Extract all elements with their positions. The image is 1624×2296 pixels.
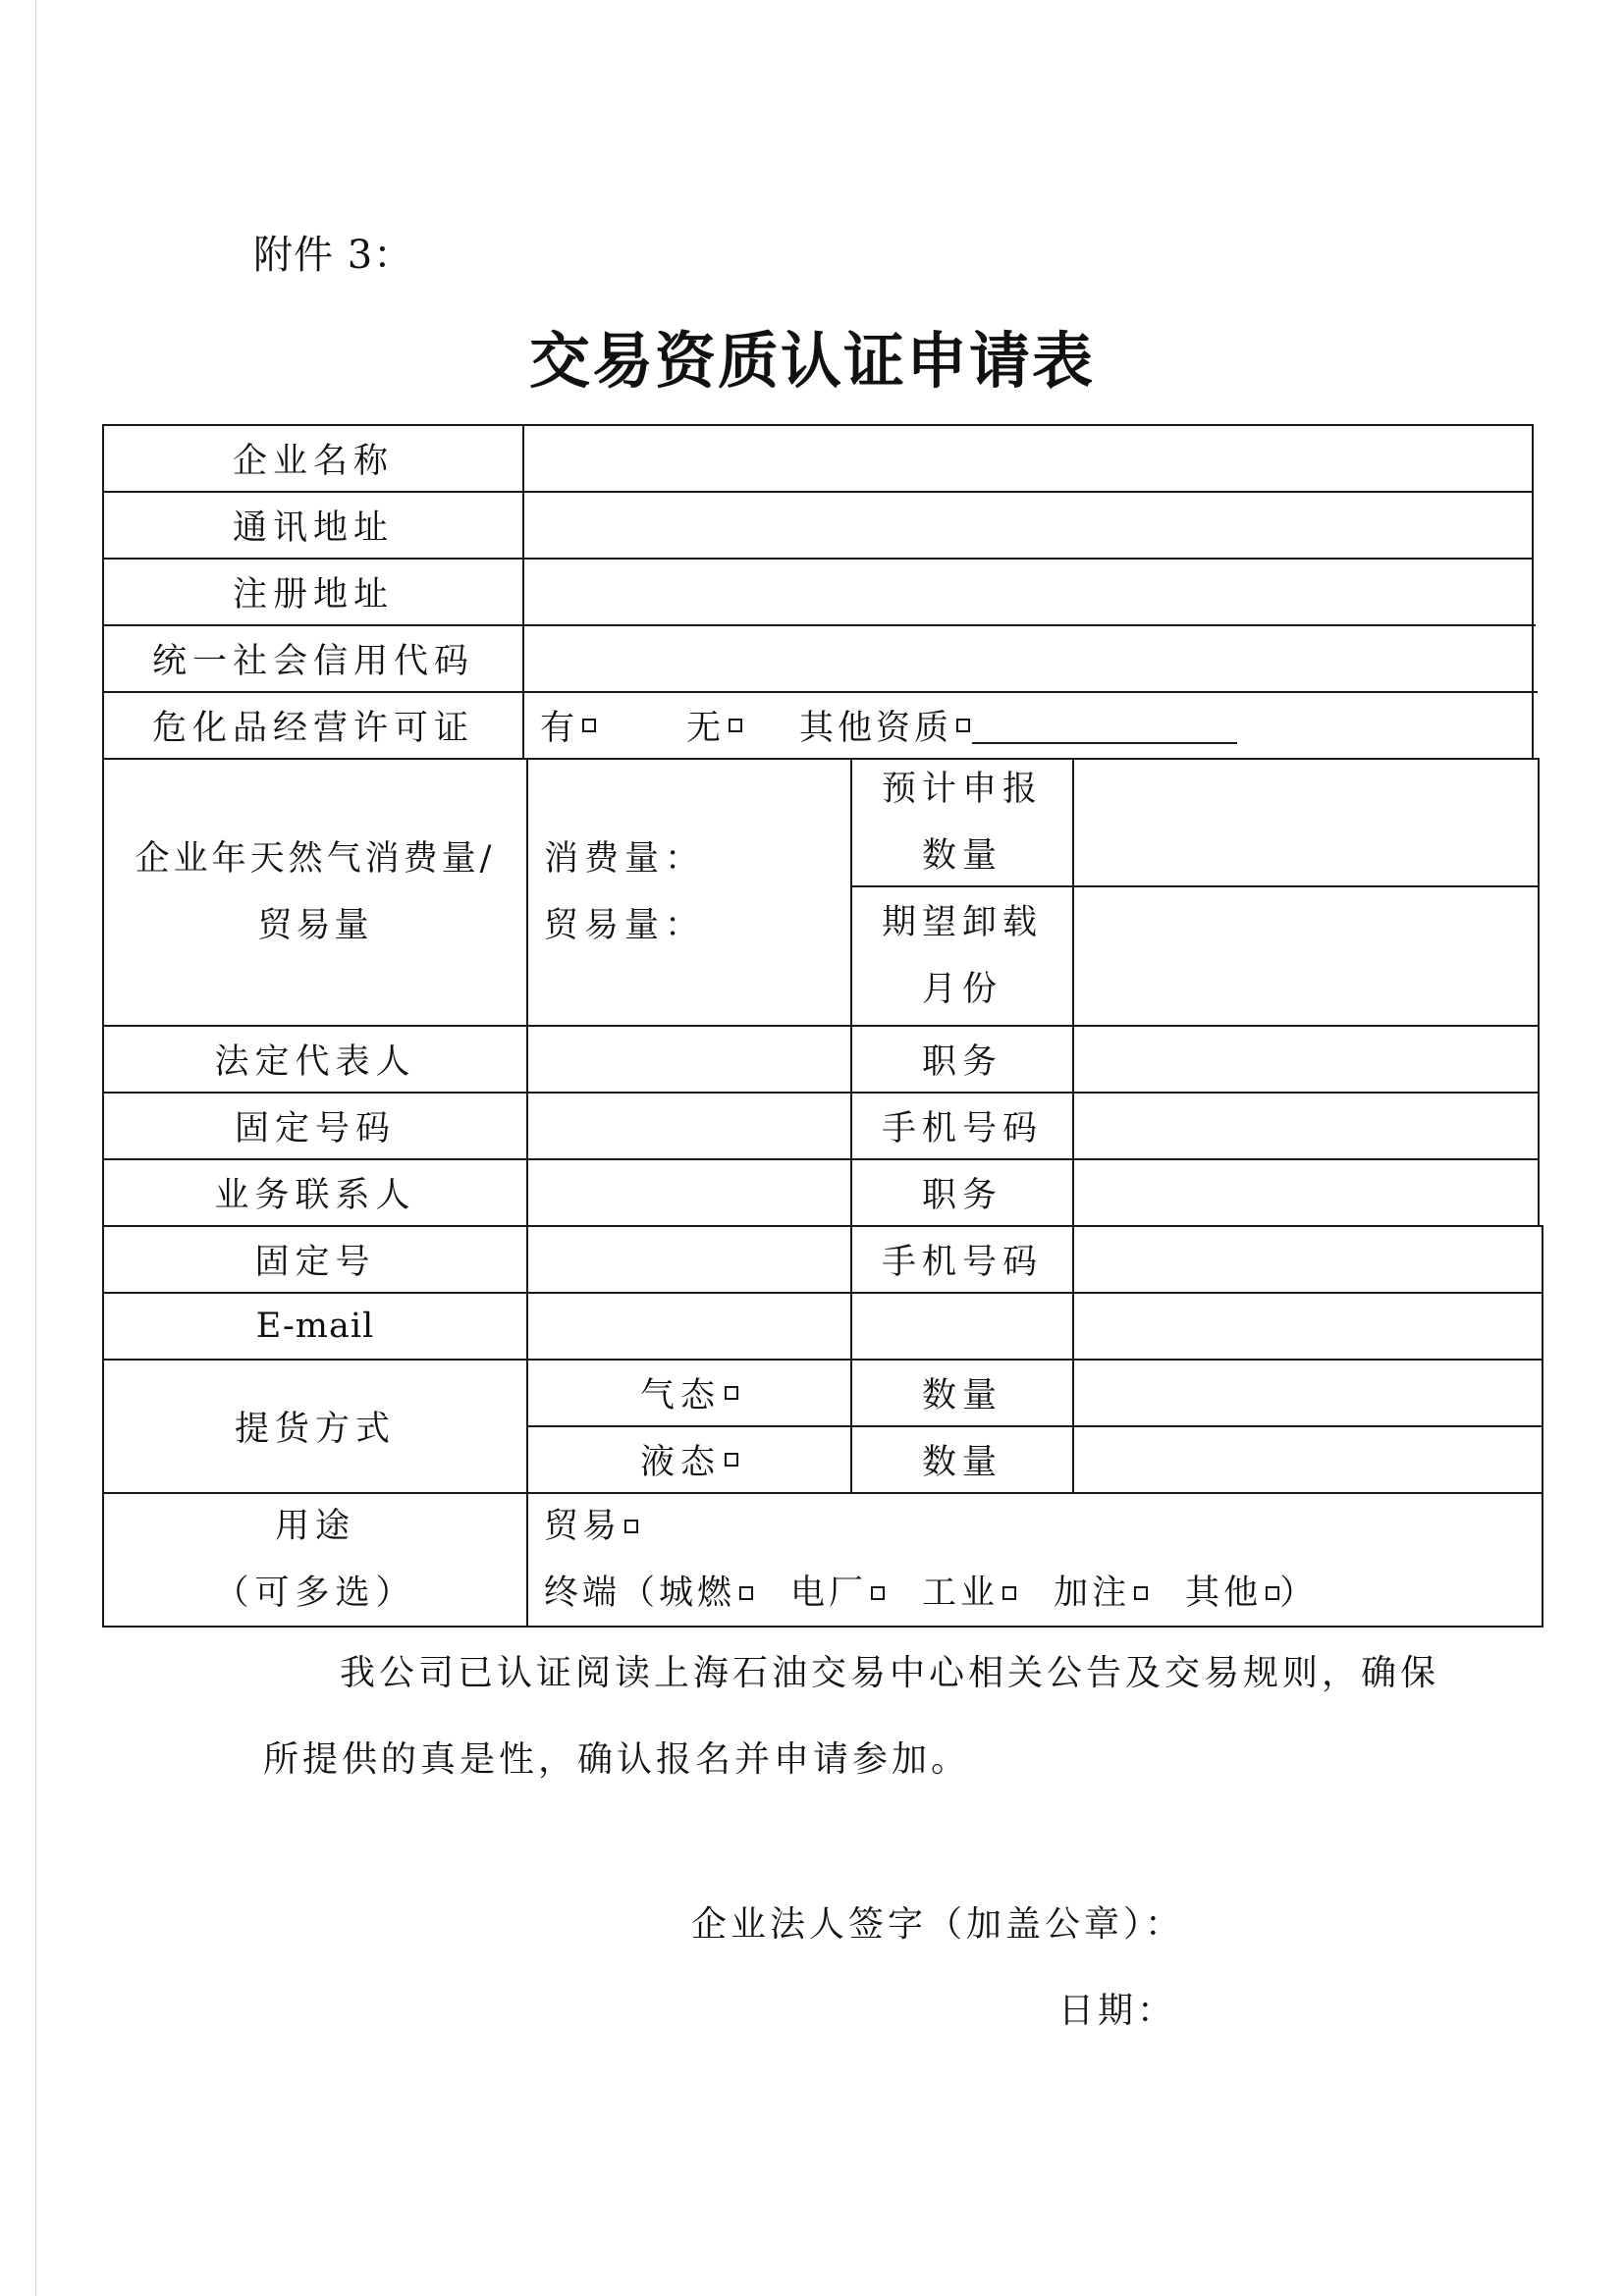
gas-state-option[interactable] bbox=[528, 1361, 850, 1425]
attachment-label: 附件 3： bbox=[253, 233, 414, 278]
usage-label-text: 用途 bbox=[274, 1507, 355, 1546]
credit-code-label: 统一社会信用代码 bbox=[151, 642, 474, 681]
trade-volume-label[interactable]: 贸易量： bbox=[544, 906, 706, 945]
mobile-label: 手机号码 bbox=[881, 1109, 1043, 1148]
usage-other-option[interactable] bbox=[1185, 1560, 1279, 1627]
landline-field[interactable] bbox=[528, 1094, 850, 1158]
contact-landline-field[interactable] bbox=[528, 1227, 850, 1292]
legal-rep-field[interactable] bbox=[528, 1027, 850, 1092]
expected-qty-label bbox=[852, 760, 1072, 885]
usage-terminal-prefix: 终端（ bbox=[544, 1574, 660, 1613]
usage-trade-label: 贸易 bbox=[544, 1507, 622, 1546]
liquid-quantity-label: 数量 bbox=[921, 1443, 1002, 1482]
email-label: E-mail bbox=[255, 1307, 375, 1346]
expected-month-label bbox=[852, 887, 1072, 1025]
liquid-state-checkbox[interactable] bbox=[725, 1453, 738, 1467]
volume-fields bbox=[528, 760, 850, 1025]
legal-rep-label: 法定代表人 bbox=[214, 1042, 416, 1082]
landline-label: 固定号码 bbox=[234, 1109, 396, 1148]
declaration-line-1: 我公司已认证阅读上海石油交易中心相关公告及交易规则，确保 bbox=[340, 1653, 1440, 1693]
hazchem-other-option[interactable] bbox=[799, 701, 970, 750]
form-title: 交易资质认证申请表 bbox=[528, 325, 1095, 397]
legal-rep-position-label: 职务 bbox=[921, 1042, 1002, 1082]
usage-refuel-checkbox[interactable] bbox=[1134, 1586, 1148, 1600]
hazchem-other-blank[interactable] bbox=[972, 707, 1237, 744]
usage-refuel-label: 加注 bbox=[1054, 1574, 1131, 1613]
liquid-state-option[interactable] bbox=[528, 1427, 850, 1492]
usage-other-checkbox[interactable] bbox=[1266, 1586, 1279, 1600]
email-extra-field[interactable] bbox=[852, 1294, 1072, 1359]
company-name-label: 企业名称 bbox=[232, 442, 394, 481]
expected-qty-field[interactable] bbox=[1074, 760, 1538, 885]
expected-month-line1: 期望卸载 bbox=[881, 903, 1043, 942]
usage-power-checkbox[interactable] bbox=[871, 1586, 885, 1600]
usage-terminal-row bbox=[544, 1560, 1318, 1627]
mailing-address-label: 通讯地址 bbox=[232, 508, 394, 548]
usage-industry-label: 工业 bbox=[922, 1574, 1000, 1613]
hazchem-other-label: 其他资质 bbox=[799, 709, 953, 748]
consumption-label[interactable]: 消费量： bbox=[544, 839, 706, 879]
gas-volume-label bbox=[104, 760, 526, 1025]
usage-trade-checkbox[interactable] bbox=[624, 1520, 638, 1533]
contact-mobile-label: 手机号码 bbox=[881, 1243, 1043, 1282]
usage-city-gas-checkbox[interactable] bbox=[739, 1586, 753, 1600]
contact-position-label: 职务 bbox=[921, 1176, 1002, 1215]
email-field[interactable] bbox=[528, 1294, 850, 1359]
registered-address-field[interactable] bbox=[524, 560, 1532, 624]
liquid-quantity-field[interactable] bbox=[1074, 1427, 1542, 1492]
usage-city-gas-label: 城燃 bbox=[659, 1574, 736, 1613]
hazchem-options bbox=[524, 693, 1532, 758]
expected-month-field[interactable] bbox=[1074, 887, 1538, 1025]
credit-code-field[interactable] bbox=[524, 626, 1532, 691]
email-extra-field-2[interactable] bbox=[1074, 1294, 1542, 1359]
usage-terminal-close: ） bbox=[1279, 1574, 1319, 1613]
signature-label: 企业法人签字（加盖公章）： bbox=[691, 1904, 1185, 1945]
usage-label bbox=[104, 1494, 526, 1626]
contact-field[interactable] bbox=[528, 1160, 850, 1225]
gas-quantity-label: 数量 bbox=[921, 1376, 1002, 1415]
expected-qty-line1: 预计申报 bbox=[881, 770, 1043, 809]
application-form-table bbox=[102, 416, 1543, 1628]
hazchem-license-label: 危化品经营许可证 bbox=[151, 709, 474, 748]
mailing-address-field[interactable] bbox=[524, 493, 1532, 558]
usage-options bbox=[528, 1494, 1542, 1626]
gas-state-label: 气态 bbox=[639, 1376, 721, 1415]
hazchem-no-checkbox[interactable] bbox=[729, 719, 742, 732]
contact-mobile-field[interactable] bbox=[1074, 1227, 1542, 1292]
hazchem-other-checkbox[interactable] bbox=[956, 719, 970, 732]
usage-other-label: 其他 bbox=[1185, 1574, 1263, 1613]
usage-power-option[interactable] bbox=[790, 1560, 885, 1627]
hazchem-no-label: 无 bbox=[686, 709, 726, 748]
contact-landline-label: 固定号 bbox=[254, 1243, 376, 1282]
liquid-state-label: 液态 bbox=[639, 1443, 721, 1482]
declaration-line-2: 所提供的真是性，确认报名并申请参加。 bbox=[263, 1739, 971, 1780]
usage-power-label: 电厂 bbox=[790, 1574, 868, 1613]
contact-label: 业务联系人 bbox=[214, 1176, 416, 1215]
hazchem-yes-label: 有 bbox=[540, 709, 579, 748]
usage-industry-checkbox[interactable] bbox=[1002, 1586, 1016, 1600]
usage-city-gas-option[interactable] bbox=[659, 1560, 753, 1627]
hazchem-yes-option[interactable] bbox=[540, 701, 596, 750]
usage-refuel-option[interactable] bbox=[1054, 1560, 1148, 1627]
expected-qty-line2: 数量 bbox=[921, 836, 1002, 876]
pickup-label: 提货方式 bbox=[234, 1410, 396, 1449]
usage-industry-option[interactable] bbox=[922, 1560, 1016, 1627]
registered-address-label: 注册地址 bbox=[232, 575, 394, 614]
gas-state-checkbox[interactable] bbox=[725, 1386, 738, 1400]
date-label: 日期： bbox=[1058, 1991, 1177, 2031]
gas-volume-label-line2: 贸易量 bbox=[257, 906, 373, 945]
legal-rep-position-field[interactable] bbox=[1074, 1027, 1538, 1092]
company-name-field[interactable] bbox=[524, 426, 1532, 491]
hazchem-no-option[interactable] bbox=[686, 701, 742, 750]
mobile-field[interactable] bbox=[1074, 1094, 1538, 1158]
gas-quantity-field[interactable] bbox=[1074, 1361, 1542, 1425]
usage-trade-option[interactable] bbox=[544, 1493, 638, 1560]
contact-position-field[interactable] bbox=[1074, 1160, 1538, 1225]
expected-month-line2: 月份 bbox=[921, 970, 1002, 1009]
usage-note: （可多选） bbox=[214, 1574, 416, 1613]
gas-volume-label-line1: 企业年天然气消费量/ bbox=[135, 839, 496, 879]
hazchem-yes-checkbox[interactable] bbox=[582, 719, 596, 732]
